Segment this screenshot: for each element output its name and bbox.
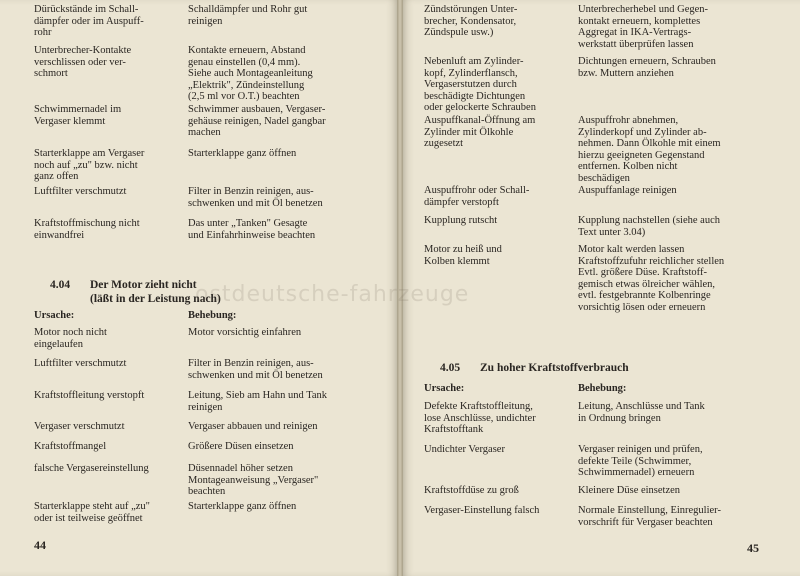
cause-text: Vergaser-Einstellung falsch <box>424 505 540 516</box>
remedy-text: Schwimmer ausbauen, Vergaser- gehäuse reinigen, Nadel gangbar machen <box>188 104 326 138</box>
table-row <box>424 4 776 50</box>
table-row <box>424 185 776 208</box>
table-row <box>34 390 389 413</box>
remedy-text: Motor kalt werden lassen Kraftstoffzufuhr reichlicher stellen Evtl. größere Düse. Kraftstoff- gemisch etwas ölreicher wählen, evtl. festgebrannte Kolbenringe vorsichtig lösen oder erneuern <box>578 244 725 313</box>
table-row <box>424 56 776 114</box>
remedy-text: Größere Düsen einsetzen <box>188 441 294 452</box>
table-row <box>424 485 776 497</box>
page-number-left: 44 <box>34 538 46 552</box>
remedy-text: Starterklappe ganz öffnen <box>188 501 297 512</box>
remedy-text: Düsennadel höher setzen Montageanweisung „Vergaser" beachten <box>188 463 319 497</box>
table-row <box>34 45 389 103</box>
section-number: 4.04 <box>50 279 71 291</box>
cause-text: Kraftstoffleitung verstopft <box>34 390 145 401</box>
table-row <box>424 401 776 436</box>
cause-text: Auspuffrohr oder Schall- dämpfer verstopft <box>424 185 530 208</box>
remedy-text: Kontakte erneuern, Abstand genau einstellen (0,4 mm). Siehe auch Montageanleitung „Elektrik", Zündeinstellung (2,5 ml vor O.T.) beachten <box>188 45 313 102</box>
table-row <box>424 115 776 184</box>
remedy-text: Leitung, Sieb am Hahn und Tank reinigen <box>188 390 328 413</box>
cause-text: Motor zu heiß und Kolben klemmt <box>424 244 502 267</box>
remedy-text: Vergaser reinigen und prüfen, defekte Teile (Schwimmer, Schwimmernadel) erneuern <box>578 444 703 478</box>
cause-text: Vergaser verschmutzt <box>34 421 125 432</box>
cause-text: Nebenluft am Zylinder- kopf, Zylinderflansch, Vergaserstutzen durch beschädigte Dichtungen oder gelockerte Schrauben <box>424 56 536 113</box>
column-header-cause: Ursache: <box>424 383 465 394</box>
cause-text: Luftfilter verschmutzt <box>34 358 127 369</box>
table-row <box>34 463 389 498</box>
remedy-text: Starterklappe ganz öffnen <box>188 148 297 159</box>
section-number: 4.05 <box>440 362 461 374</box>
section-heading-4-05 <box>440 347 629 375</box>
cause-text: Auspuffkanal-Öffnung am Zylinder mit Ölkohle zugesetzt <box>424 115 536 149</box>
cause-text: Dürückstände im Schall- dämpfer oder im Auspuff- rohr <box>34 4 144 38</box>
table-row <box>34 186 389 209</box>
cause-text: Motor noch nicht eingelaufen <box>34 327 107 350</box>
section-title: Zu hoher Kraftstoffverbrauch <box>480 362 629 374</box>
column-header-remedy: Behebung: <box>188 310 237 321</box>
cause-text: Starterklappe am Vergaser noch auf „zu" bzw. nicht ganz offen <box>34 148 145 182</box>
remedy-text: Das unter „Tanken" Gesagte und Einfahrhinweise beachten <box>188 218 316 241</box>
column-header-cause: Ursache: <box>34 310 75 321</box>
remedy-text: Auspuffanlage reinigen <box>578 185 677 196</box>
section-title: Der Motor zieht nicht (läßt in der Leistung nach) <box>90 279 221 305</box>
remedy-text: Schalldämpfer und Rohr gut reinigen <box>188 4 308 27</box>
table-row <box>34 441 389 453</box>
cause-text: Kraftstoffmischung nicht einwandfrei <box>34 218 140 241</box>
cause-text: Kraftstoffdüse zu groß <box>424 485 519 496</box>
remedy-text: Vergaser abbauen und reinigen <box>188 421 318 432</box>
table-row <box>424 505 776 528</box>
remedy-text: Unterbrecherhebel und Gegen- kontakt erneuern, komplettes Aggregat in IKA-Vertrags- werkstatt überprüfen lassen <box>578 4 709 50</box>
table-row <box>424 244 776 313</box>
table-row <box>34 421 389 433</box>
remedy-text: Motor vorsichtig einfahren <box>188 327 302 338</box>
cause-text: Kraftstoffmangel <box>34 441 107 452</box>
remedy-text: Kupplung nachstellen (siehe auch Text unter 3.04) <box>578 215 720 238</box>
table-row <box>424 444 776 479</box>
remedy-text: Filter in Benzin reinigen, aus- schwenken und mit Öl benetzen <box>188 358 323 381</box>
watermark-text: ostdeutsche-fahrzeuge <box>195 282 470 307</box>
remedy-text: Filter in Benzin reinigen, aus- schwenken und mit Öl benetzen <box>188 186 323 209</box>
table-row <box>34 104 389 139</box>
cause-text: Starterklappe steht auf „zu" oder ist teilweise geöffnet <box>34 501 150 524</box>
table-row <box>34 358 389 381</box>
remedy-text: Auspuffrohr abnehmen, Zylinderkopf und Zylinder ab- nehmen. Dann Ölkohle mit einem hierzu geeigneten Gegenstand entfernen. Kolben nicht beschädigen <box>578 115 721 184</box>
remedy-text: Dichtungen erneuern, Schrauben bzw. Muttern anziehen <box>578 56 716 79</box>
table-row <box>424 215 776 238</box>
column-header-remedy: Behebung: <box>578 383 627 394</box>
cause-text: falsche Vergasereinstellung <box>34 463 149 474</box>
remedy-text: Kleinere Düse einsetzen <box>578 485 681 496</box>
table-row <box>34 327 389 350</box>
cause-text: Schwimmernadel im Vergaser klemmt <box>34 104 122 127</box>
remedy-text: Leitung, Anschlüsse und Tank in Ordnung bringen <box>578 401 705 424</box>
cause-text: Unterbrecher-Kontakte verschlissen oder ver- schmort <box>34 45 132 79</box>
table-row <box>34 4 389 39</box>
cause-text: Zündstörungen Unter- brecher, Kondensator, Zündspule usw.) <box>424 4 518 38</box>
page-number-right: 45 <box>747 541 759 555</box>
table-row <box>34 148 389 183</box>
table-row <box>34 218 389 241</box>
cause-text: Undichter Vergaser <box>424 444 505 455</box>
remedy-text: Normale Einstellung, Einregulier- vorschrift für Vergaser beachten <box>578 505 721 528</box>
cause-text: Kupplung rutscht <box>424 215 498 226</box>
cause-text: Defekte Kraftstoffleitung, lose Anschlüsse, undichter Kraftstofftank <box>424 401 536 435</box>
table-row <box>34 501 389 524</box>
cause-text: Luftfilter verschmutzt <box>34 186 127 197</box>
